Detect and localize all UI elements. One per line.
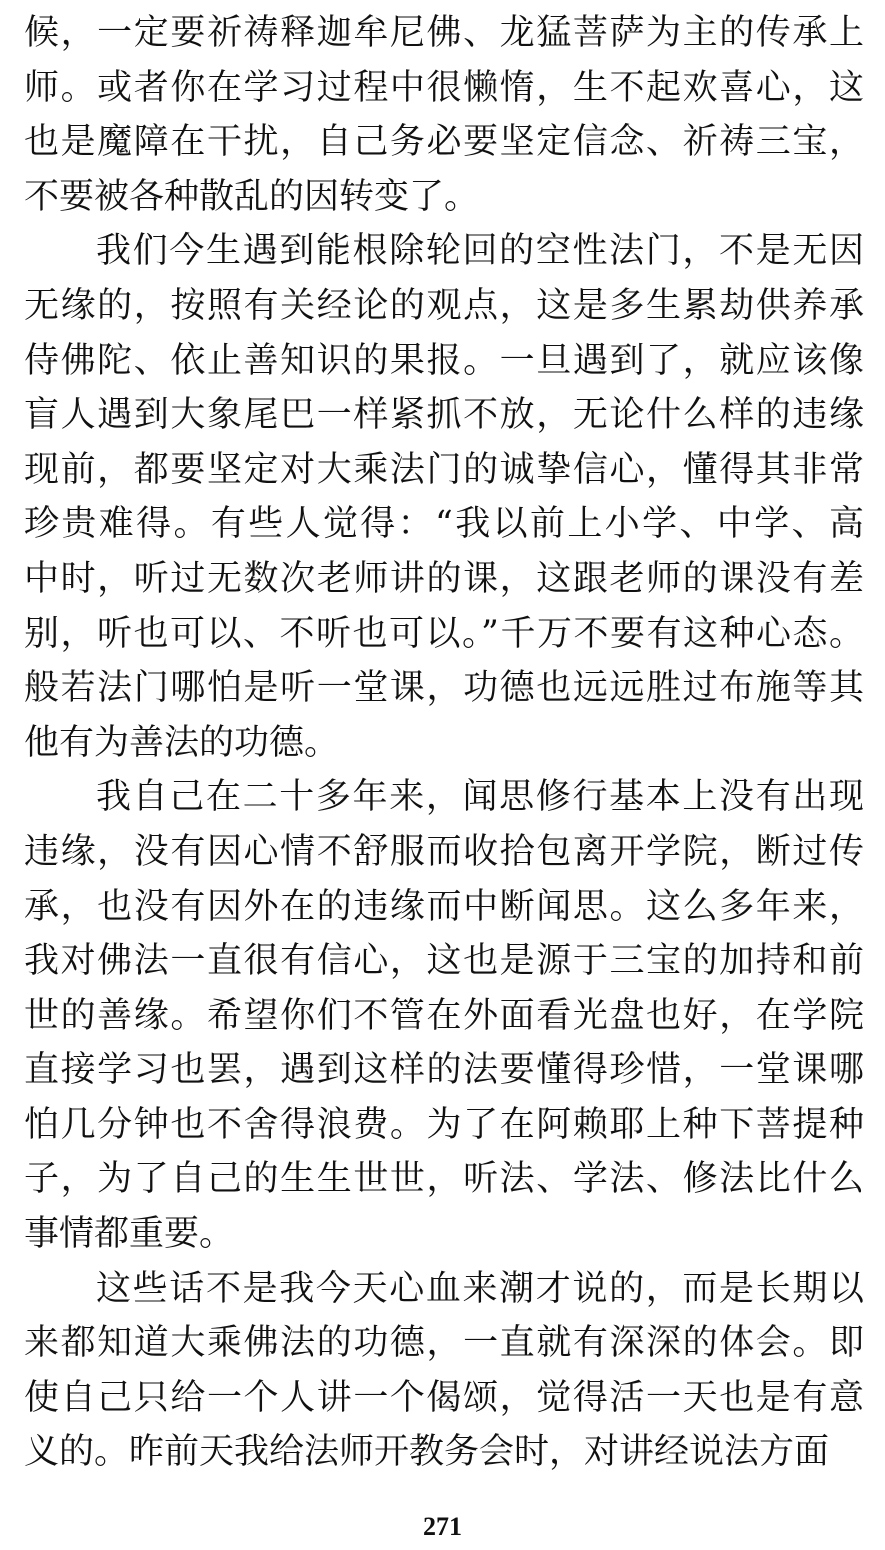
text-line: 世的善缘。希望你们不管在外面看光盘也好，在学院	[24, 995, 864, 1036]
text-line: 师。或者你在学习过程中很懒惰，生不起欢喜心，这	[24, 67, 864, 108]
text-line: 无缘的，按照有关经论的观点，这是多生累劫供养承	[24, 285, 864, 326]
page-number: 271	[423, 1512, 462, 1541]
paragraph	[24, 1262, 864, 1480]
text-line: 也是魔障在干扰，自己务必要坚定信念、祈祷三宝，	[24, 122, 864, 163]
text-line: 义的。昨前天我给法师开教务会时，对讲经说法方面	[24, 1432, 830, 1473]
text-line: 不要被各种散乱的因转变了。	[24, 176, 480, 217]
text-line: 他有为善法的功德。	[24, 722, 340, 763]
text-line: 珍贵难得。有些人觉得：“我以前上小学、中学、高	[24, 504, 864, 545]
text-line: 候，一定要祈祷释迦牟尼佛、龙猛菩萨为主的传承上	[24, 13, 864, 53]
text-line: 我们今生遇到能根除轮回的空性法门，不是无因	[96, 231, 864, 272]
text-line: 子，为了自己的生生世世，听法、学法、修法比什么	[24, 1159, 864, 1200]
text-line: 我自己在二十多年来，闻思修行基本上没有出现	[96, 777, 864, 818]
text-line: 我对佛法一直很有信心，这也是源于三宝的加持和前	[24, 941, 864, 982]
text-line: 承，也没有因外在的违缘而中断闻思。这么多年来，	[24, 886, 864, 927]
body-text	[24, 6, 864, 1480]
text-line: 中时，听过无数次老师讲的课，这跟老师的课没有差	[24, 558, 864, 599]
text-line: 盲人遇到大象尾巴一样紧抓不放，无论什么样的违缘	[24, 395, 864, 436]
text-line: 事情都重要。	[24, 1214, 235, 1255]
text-line: 怕几分钟也不舍得浪费。为了在阿赖耶上种下菩提种	[24, 1104, 864, 1145]
text-line: 这些话不是我今天心血来潮才说的，而是长期以	[96, 1268, 864, 1309]
text-line: 般若法门哪怕是听一堂课，功德也远远胜过布施等其	[24, 668, 864, 709]
paragraph	[24, 6, 864, 224]
text-line: 违缘，没有因心情不舒服而收拾包离开学院，断过传	[24, 831, 864, 872]
text-line: 来都知道大乘佛法的功德，一直就有深深的体会。即	[24, 1323, 864, 1364]
text-line: 直接学习也罢，遇到这样的法要懂得珍惜，一堂课哪	[24, 1050, 864, 1091]
text-line: 别，听也可以、不听也可以。”千万不要有这种心态。	[24, 613, 864, 654]
paragraph	[24, 224, 864, 770]
text-line: 使自己只给一个人讲一个偈颂，觉得活一天也是有意	[24, 1377, 864, 1418]
paragraph	[24, 770, 864, 1261]
text-line: 现前，都要坚定对大乘法门的诚挚信心，懂得其非常	[24, 449, 864, 490]
text-line: 侍佛陀、依止善知识的果报。一旦遇到了，就应该像	[24, 340, 864, 381]
